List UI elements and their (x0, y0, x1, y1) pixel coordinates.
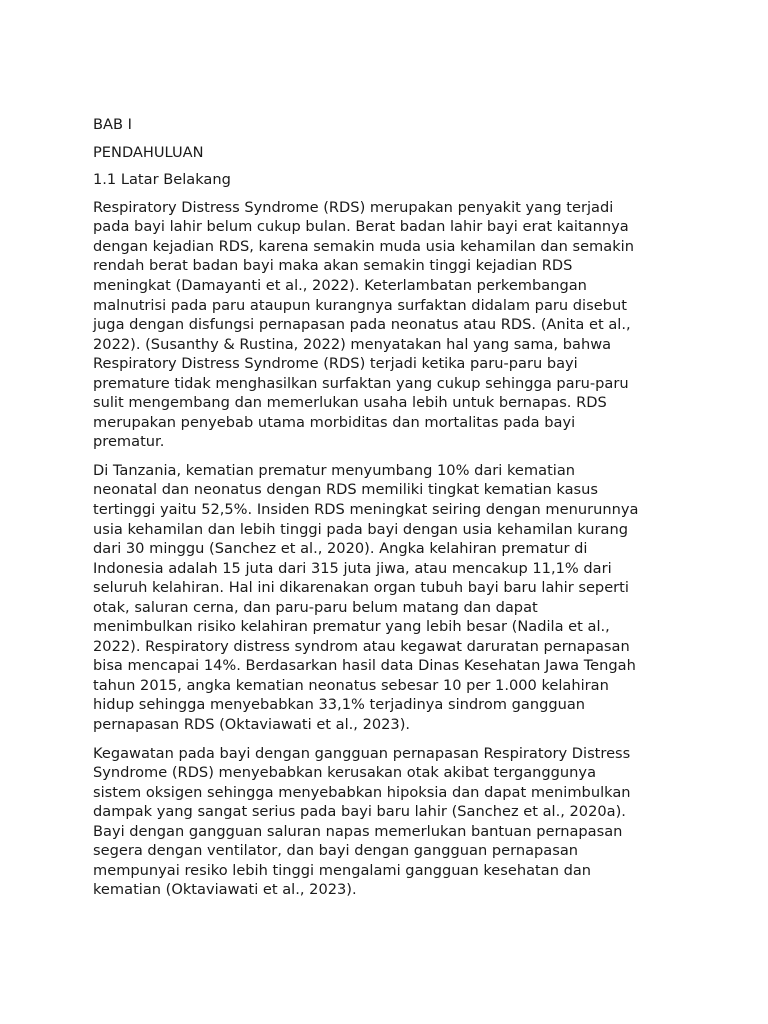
paragraph-line: juga dengan disfungsi pernapasan pada neonatus atau RDS. (Anita et al., (93, 316, 631, 334)
chapter-title: PENDAHULUAN (93, 143, 204, 161)
paragraph-line: hidup sehingga menyebabkan 33,1% terjadinya sindrom gangguan (93, 696, 586, 714)
paragraph-line: otak, saluran cerna, dan paru-paru belum matang dan dapat (93, 598, 538, 616)
paragraph-line: tertinggi yaitu 52,5%. Insiden RDS meningkat seiring dengan menurunnya (93, 500, 639, 518)
paragraph-line: Respiratory Distress Syndrome (RDS) merupakan penyakit yang terjadi (93, 198, 614, 216)
paragraph-line: sistem oksigen sehingga menyebabkan hipoksia dan dapat menimbulkan (93, 783, 631, 801)
paragraph-line: Di Tanzania, kematian prematur menyumbang 10% dari kematian (93, 461, 576, 479)
paragraph-line: malnutrisi pada paru ataupun kurangnya surfaktan didalam paru disebut (93, 296, 627, 314)
chapter-label: BAB I (93, 116, 132, 133)
paragraph-line: dari 30 minggu (Sanchez et al., 2020). Angka kelahiran prematur di (93, 540, 588, 558)
paragraph-line: dengan kejadian RDS, karena semakin muda usia kehamilan dan semakin (93, 237, 634, 255)
paragraph-line: Kegawatan pada bayi dengan gangguan pernapasan Respiratory Distress (93, 744, 631, 762)
paragraph-line: dampak yang sangat serius pada bayi baru lahir (Sanchez et al., 2020a). (93, 803, 626, 821)
paragraph-line: neonatal dan neonatus dengan RDS memiliki tingkat kematian kasus (93, 481, 599, 499)
paragraph-line: 2022). Respiratory distress syndrom atau kegawat daruratan pernapasan (93, 637, 630, 655)
paragraph-line: pada bayi lahir belum cukup bulan. Berat badan lahir bayi erat kaitannya (93, 218, 629, 236)
paragraph-line: rendah berat badan bayi maka akan semakin tinggi kejadian RDS (93, 257, 573, 275)
paragraph-line: prematur. (93, 433, 165, 451)
paragraph-3 (93, 744, 684, 900)
paragraph-line: premature tidak menghasilkan surfaktan yang cukup sehingga paru-paru (93, 374, 629, 392)
paragraph-line: Respiratory Distress Syndrome (RDS) terjadi ketika paru-paru bayi (93, 355, 578, 373)
paragraph-line: tahun 2015, angka kematian neonatus sebesar 10 per 1.000 kelahiran (93, 676, 609, 694)
paragraph-line: segera dengan ventilator, dan bayi dengan gangguan pernapasan (93, 842, 579, 860)
paragraph-1 (93, 198, 684, 452)
paragraph-line: meningkat (Damayanti et al., 2022). Keterlambatan perkembangan (93, 276, 587, 294)
paragraph-line: Bayi dengan gangguan saluran napas memerlukan bantuan pernapasan (93, 822, 623, 840)
paragraph-line: 2022). (Susanthy & Rustina, 2022) menyatakan hal yang sama, bahwa (93, 335, 612, 353)
paragraph-line: bisa mencapai 14%. Berdasarkan hasil data Dinas Kesehatan Jawa Tengah (93, 657, 636, 675)
paragraph-line: usia kehamilan dan lebih tinggi pada bayi dengan usia kehamilan kurang (93, 520, 628, 538)
paragraph-line: kematian (Oktaviawati et al., 2023). (93, 881, 357, 899)
paragraph-line: Syndrome (RDS) menyebabkan kerusakan otak akibat terganggunya (93, 764, 597, 782)
paragraph-line: mempunyai resiko lebih tinggi mengalami gangguan kesehatan dan (93, 861, 592, 879)
paragraph-line: merupakan penyebab utama morbiditas dan mortalitas pada bayi (93, 413, 576, 431)
paragraph-line: pernapasan RDS (Oktaviawati et al., 2023). (93, 716, 411, 733)
paragraph-line: menimbulkan risiko kelahiran prematur yang lebih besar (Nadila et al., (93, 618, 610, 636)
paragraph-line: seluruh kelahiran. Hal ini dikarenakan organ tubuh bayi baru lahir seperti (93, 579, 629, 597)
paragraph-2 (93, 461, 684, 735)
paragraph-line: Indonesia adalah 15 juta dari 315 juta jiwa, atau mencakup 11,1% dari (93, 559, 612, 577)
body-text (93, 198, 684, 900)
section-title: 1.1 Latar Belakang (93, 171, 231, 189)
paragraph-line: sulit mengembang dan memerlukan usaha lebih untuk bernapas. RDS (93, 394, 607, 412)
